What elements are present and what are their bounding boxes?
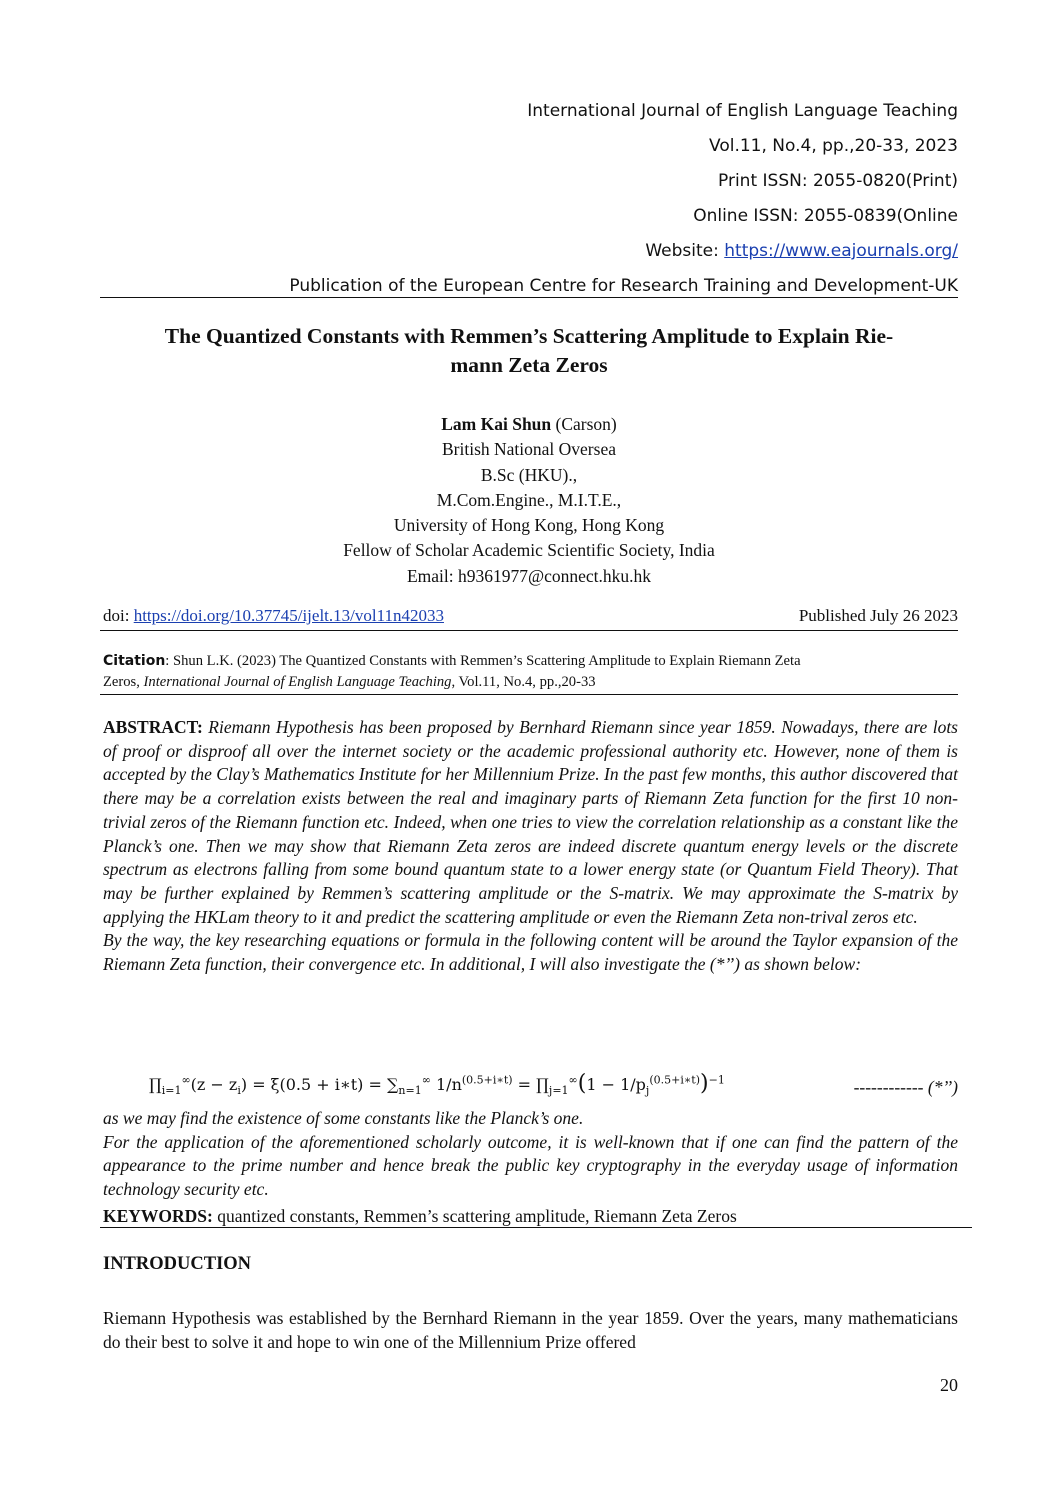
website-label: Website:	[645, 241, 725, 261]
print-issn: Print ISSN: 2055-0820(Print)	[718, 171, 958, 191]
author-university: University of Hong Kong, Hong Kong	[393, 515, 665, 536]
doi-divider	[100, 630, 958, 631]
citation-line-1	[103, 651, 958, 672]
citation-journal: International Journal of English Language Teaching	[143, 674, 452, 690]
website-link[interactable]: https://www.eajournals.org/	[724, 241, 958, 261]
author-email: Email: h9361977@connect.hku.hk	[406, 565, 652, 586]
abstract-label: ABSTRACT:	[103, 717, 203, 737]
author-affiliation-1: British National Oversea	[442, 439, 616, 460]
publisher-line: Publication of the European Centre for Research Training and Development-UK	[289, 276, 958, 296]
author-degree-1: B.Sc (HKU).,	[480, 464, 578, 485]
key-formula	[103, 1067, 958, 1107]
keywords-divider	[100, 1227, 972, 1228]
introduction-heading: INTRODUCTION	[103, 1254, 252, 1274]
formula-expression: $\prod_{i=1}^\infty(z - z_i) = \xi(0.5$ + i∗t) = $\sum_{n=1}^\infty$ $1/n^{(0.5+i∗t)}$ = $\prod_{j=1}^\infty(1 - 1/p_j^{(0.5+i∗t)})^{-1}$	[149, 1071, 725, 1098]
keywords	[103, 1205, 973, 1227]
doi-link[interactable]: https://doi.org/10.37745/ijelt.13/vol11n42033	[133, 606, 444, 625]
introduction-text: Riemann Hypothesis was established by the Bernhard Riemann in the year 1859. Over the years, many mathematicians do their best to solve it and hope to win one of the Millennium Prize offered	[103, 1308, 958, 1352]
doi-row	[103, 606, 958, 626]
keywords-label: KEYWORDS:	[103, 1206, 213, 1226]
abstract-para-1	[103, 716, 958, 929]
page-number: 20	[940, 1375, 958, 1395]
author-name-line	[100, 412, 958, 437]
abstract-continued	[103, 1107, 958, 1202]
author-fellowship: Fellow of Scholar Academic Scientific Society, India	[343, 540, 715, 561]
title-line-2: mann Zeta Zeros	[450, 353, 608, 377]
journal-website	[645, 241, 958, 261]
author-degree-2: M.Com.Engine., M.I.T.E.,	[436, 489, 622, 510]
citation-text-2a: Zeros,	[103, 674, 144, 690]
abstract-text-1: Riemann Hypothesis has been proposed by Bernhard Riemann since year 1859. Nowadays, there are lots of proof or disproof all over the internet society or the academic professional authority etc. However, none of them is accepted by the Clay’s Mathematics Institute for her Millennium Prize. In the past few months, this author discovered that there may be a correlation exists between the real and imaginary parts of Riemann Zeta function for the first 10 non-trivial zeros of the Riemann function etc. Indeed, when one tries to view the correlation relationship as a constant like the Planck’s one. Then we may show that Riemann Zeta zeros are indeed discrete quantum energy levels or the discrete spectrum as electrons falling from some bound quantum state to a lower energy state (or Quantum Field Theory). That may be further explained by Remmen’s scattering amplitude or the S-matrix. We may approximate the S-matrix by applying the HKLam theory to it and predict the scattering amplitude or even the Riemann Zeta non-trival zeros etc.	[103, 717, 958, 927]
formula-tag: ------------ (*’’)	[853, 1077, 958, 1097]
abstract	[103, 716, 958, 977]
citation-label: Citation	[103, 653, 166, 669]
citation	[103, 651, 958, 693]
paper-title	[100, 322, 958, 380]
title-line-1: The Quantized Constants with Remmen’s Scattering Amplitude to Explain Rie-	[164, 324, 894, 348]
keywords-text: quantized constants, Remmen’s scattering amplitude, Riemann Zeta Zeros	[212, 1206, 737, 1226]
doi-label: doi:	[103, 606, 134, 625]
abstract-para-4: For the application of the aforementioned scholarly outcome, it is well-known that if one can find the pattern of the appearance to the prime number and hence break the public key cryptography in the everyday usage of information technology security etc.	[103, 1131, 958, 1200]
author-name: Lam Kai Shun	[441, 414, 552, 434]
citation-text-2b: , Vol.11, No.4, pp.,20-33	[451, 674, 596, 690]
abstract-para-2: By the way, the key researching equations or formula in the following content will be around the Taylor expansion of the Riemann Zeta function, their convergence etc. In additional, I will also investigate the (*’’) as shown below:	[103, 930, 958, 975]
author-block	[100, 412, 958, 589]
abstract-para-3: as we may find the existence of some constants like the Planck’s one.	[103, 1108, 584, 1128]
journal-name: International Journal of English Language Teaching	[527, 101, 958, 121]
journal-volume: Vol.11, No.4, pp.,20-33, 2023	[709, 136, 958, 156]
header-divider	[100, 297, 958, 298]
published-date: Published July 26 2023	[798, 606, 958, 625]
citation-divider	[100, 694, 958, 695]
author-nickname: (Carson)	[551, 414, 617, 434]
citation-text-1: : Shun L.K. (2023) The Quantized Constants with Remmen’s Scattering Amplitude to Explain Riemann Zeta	[165, 653, 801, 669]
citation-line-2	[103, 672, 958, 693]
online-issn: Online ISSN: 2055-0839(Online	[693, 206, 958, 226]
